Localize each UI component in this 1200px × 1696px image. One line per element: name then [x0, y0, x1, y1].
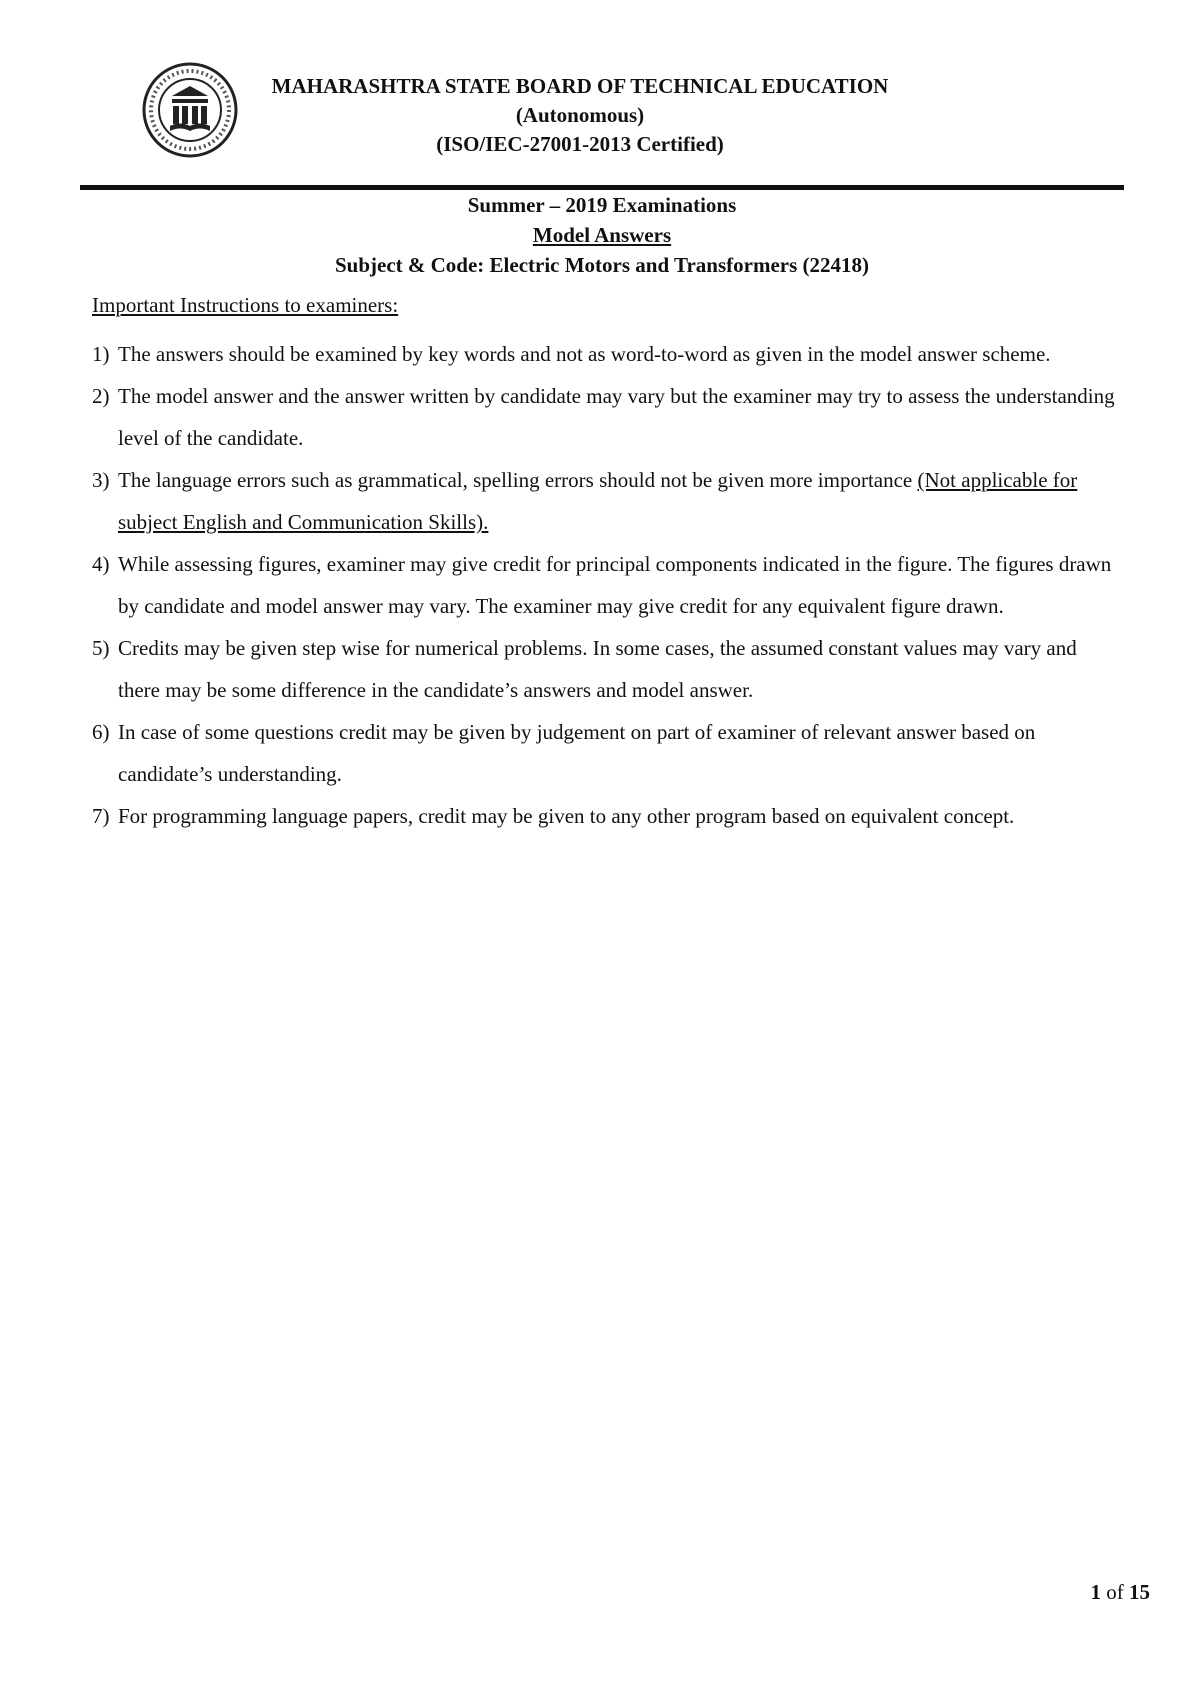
instruction-item — [92, 795, 1122, 837]
page-of: of — [1106, 1580, 1124, 1604]
instruction-number: 3) — [92, 468, 110, 492]
page-current: 1 — [1090, 1580, 1101, 1604]
page-total: 15 — [1129, 1580, 1150, 1604]
autonomous-status: (Autonomous) — [515, 103, 645, 127]
instruction-item — [92, 711, 1122, 795]
exam-title-block — [80, 190, 1124, 280]
certification: (ISO/IEC-27001-2013 Certified) — [436, 132, 724, 156]
instruction-number: 2) — [92, 384, 110, 408]
instruction-text: The answers should be examined by key words and not as word-to-word as given in the model answer scheme. — [118, 342, 1051, 366]
instruction-number: 6) — [92, 720, 110, 744]
instruction-text: In case of some questions credit may be given by judgement on part of examiner of relevant answer based on candidate’s understanding. — [118, 720, 1036, 786]
board-name: MAHARASHTRA STATE BOARD OF TECHNICAL EDUCATION — [271, 74, 889, 98]
instruction-item — [92, 543, 1122, 627]
instruction-item — [92, 375, 1122, 459]
instruction-note: (Not applicable for subject English and Communication Skills). — [118, 468, 1078, 534]
instruction-number: 4) — [92, 552, 110, 576]
instruction-item — [92, 333, 1122, 375]
instruction-text: The model answer and the answer written by candidate may vary but the examiner may try to assess the understanding level of the candidate. — [118, 384, 1115, 450]
instruction-item — [92, 627, 1122, 711]
instruction-text: While assessing figures, examiner may give credit for principal components indicated in the figure. The figures drawn by candidate and model answer may vary. The examiner may give credit for any equivalent figure drawn. — [118, 552, 1112, 618]
instruction-text: Credits may be given step wise for numerical problems. In some cases, the assumed constant values may vary and there may be some difference in the candidate’s answers and model answer. — [118, 636, 1077, 702]
exam-session: Summer – 2019 Examinations — [467, 193, 737, 217]
instruction-item — [92, 459, 1122, 543]
subject-code: Subject & Code: Electric Motors and Transformers (22418) — [334, 253, 870, 277]
instruction-text: For programming language papers, credit may be given to any other program based on equivalent concept. — [118, 804, 1015, 828]
document-header — [200, 72, 960, 159]
doc-type: Model Answers — [532, 223, 672, 247]
instructions-heading: Important Instructions to examiners: — [92, 293, 399, 317]
instruction-number: 7) — [92, 804, 110, 828]
instructions-list — [92, 333, 1122, 837]
instruction-number: 5) — [92, 636, 110, 660]
instruction-text: The language errors such as grammatical, spelling errors should not be given more importance — [118, 468, 918, 492]
page-number — [1091, 1580, 1151, 1605]
instruction-number: 1) — [92, 342, 110, 366]
